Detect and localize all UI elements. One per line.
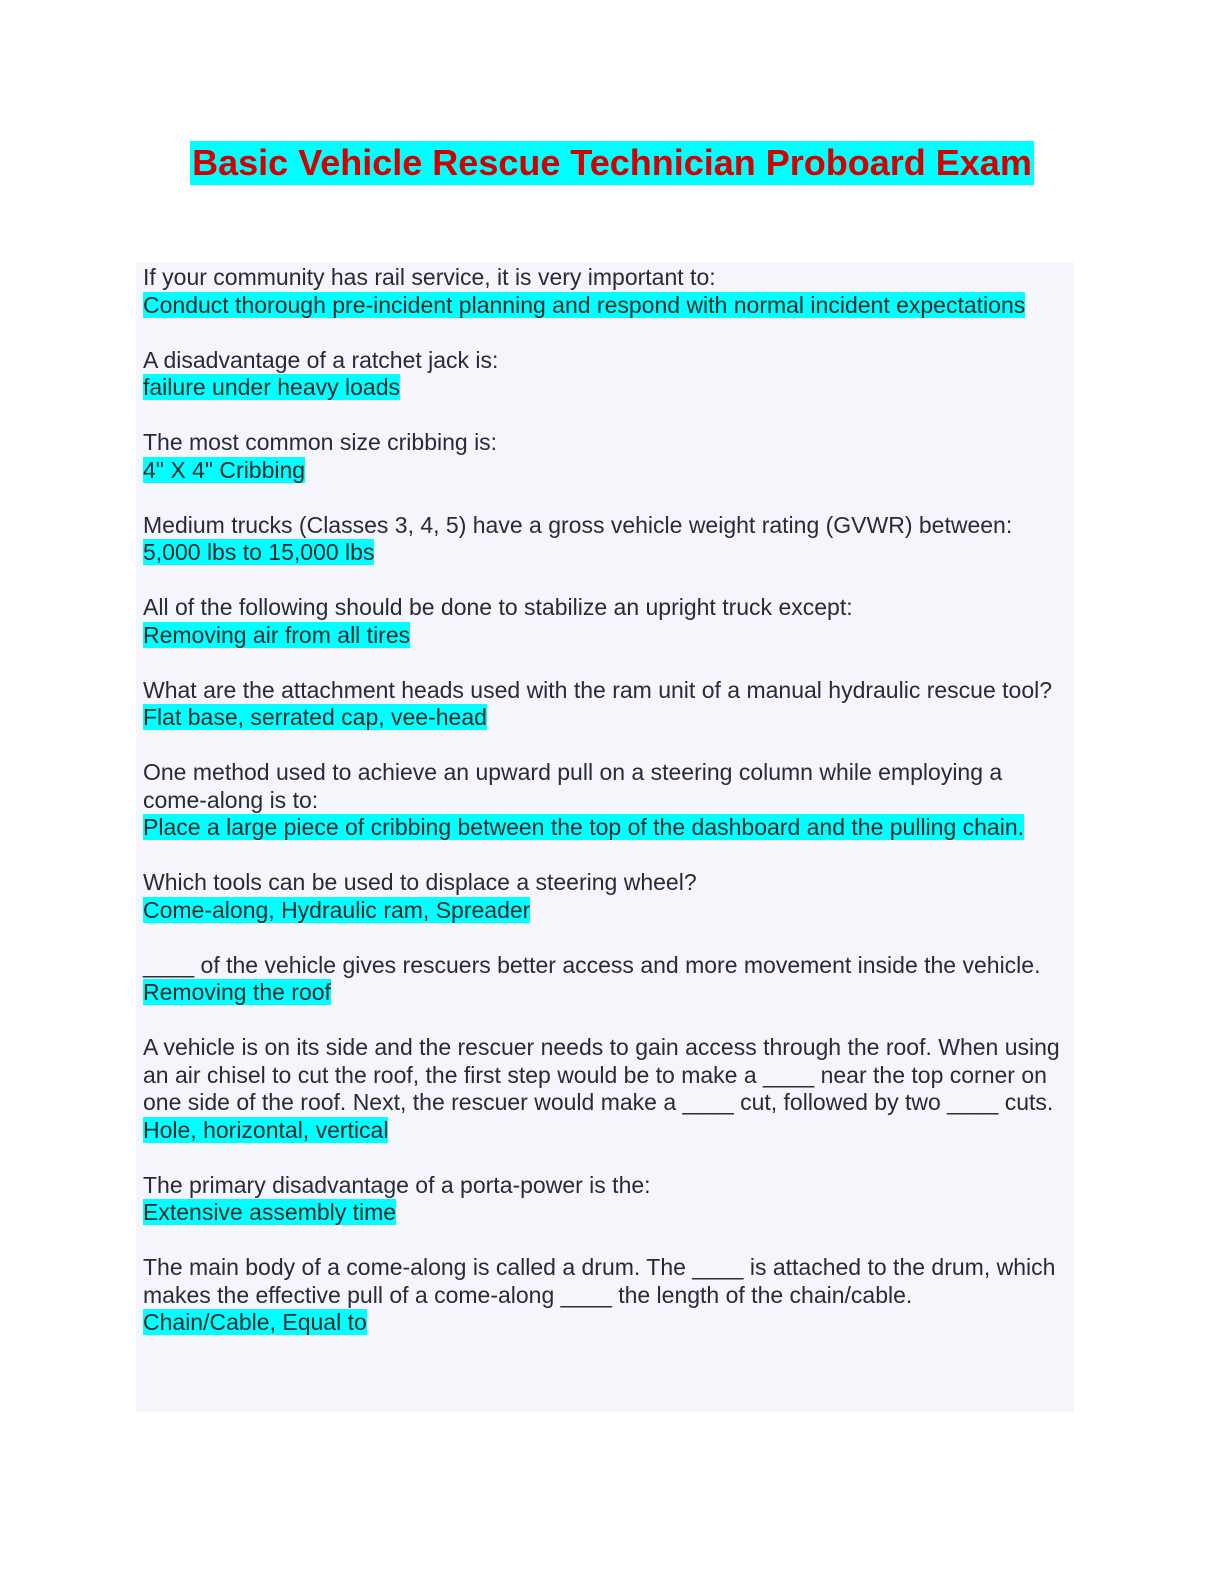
qa-item	[143, 264, 1065, 319]
qa-list	[143, 264, 1065, 1364]
answer-text: Come-along, Hydraulic ram, Spreader	[143, 896, 531, 923]
qa-item	[143, 594, 1065, 649]
answer-text: 4" X 4" Cribbing	[143, 456, 306, 483]
answer-text: Flat base, serrated cap, vee-head	[143, 704, 487, 730]
answer-text: 5,000 lbs to 15,000 lbs	[143, 539, 375, 565]
question-text: Medium trucks (Classes 3, 4, 5) have a gross vehicle weight rating (GVWR) between:	[143, 511, 1013, 538]
answer-text: Removing the roof	[143, 979, 331, 1005]
question-text: What are the attachment heads used with the ram unit of a manual hydraulic rescue tool?	[143, 676, 1053, 703]
answer-text: Conduct thorough pre-incident planning and respond with normal incident expectations	[143, 291, 1026, 318]
qa-item	[143, 429, 1065, 484]
title-container	[0, 141, 1224, 185]
qa-item	[143, 759, 1065, 842]
question-text: A vehicle is on its side and the rescuer needs to gain access through the roof. When using an air chisel to cut the roof, the first step would be to make a ____ near the top corner on one side of the roof. Next, the rescuer would make a ____ cut, followed by two ____ cuts.	[143, 1034, 1060, 1115]
answer-text: Extensive assembly time	[143, 1199, 397, 1225]
question-text: A disadvantage of a ratchet jack is:	[143, 346, 499, 373]
answer-text: failure under heavy loads	[143, 374, 400, 400]
qa-item	[143, 677, 1065, 732]
qa-item	[143, 952, 1065, 1007]
qa-item	[143, 347, 1065, 402]
qa-item	[143, 869, 1065, 924]
question-text: Which tools can be used to displace a steering wheel?	[143, 869, 697, 895]
question-text: ____ of the vehicle gives rescuers better access and more movement inside the vehicle.	[143, 951, 1041, 978]
qa-item	[143, 512, 1065, 567]
qa-item	[143, 1254, 1065, 1337]
question-text: If your community has rail service, it is very important to:	[143, 264, 716, 290]
question-text: The main body of a come-along is called a drum. The ____ is attached to the drum, which makes the effective pull of a come-along ____ the length of the chain/cable.	[143, 1254, 1056, 1308]
answer-text: Hole, horizontal, vertical	[143, 1116, 389, 1143]
question-text: All of the following should be done to stabilize an upright truck except:	[143, 594, 853, 620]
qa-item	[143, 1172, 1065, 1227]
qa-item	[143, 1034, 1065, 1144]
answer-text: Removing air from all tires	[143, 621, 411, 648]
answer-text: Chain/Cable, Equal to	[143, 1309, 367, 1335]
question-text: The primary disadvantage of a porta-power is the:	[143, 1171, 651, 1198]
qa-content-area	[136, 262, 1074, 1412]
answer-text: Place a large piece of cribbing between the top of the dashboard and the pulling chain.	[143, 814, 1025, 840]
question-text: The most common size cribbing is:	[143, 429, 498, 455]
question-text: One method used to achieve an upward pull on a steering column while employing a come-along is to:	[143, 759, 1003, 813]
page-title: Basic Vehicle Rescue Technician Proboard Exam	[192, 142, 1032, 183]
